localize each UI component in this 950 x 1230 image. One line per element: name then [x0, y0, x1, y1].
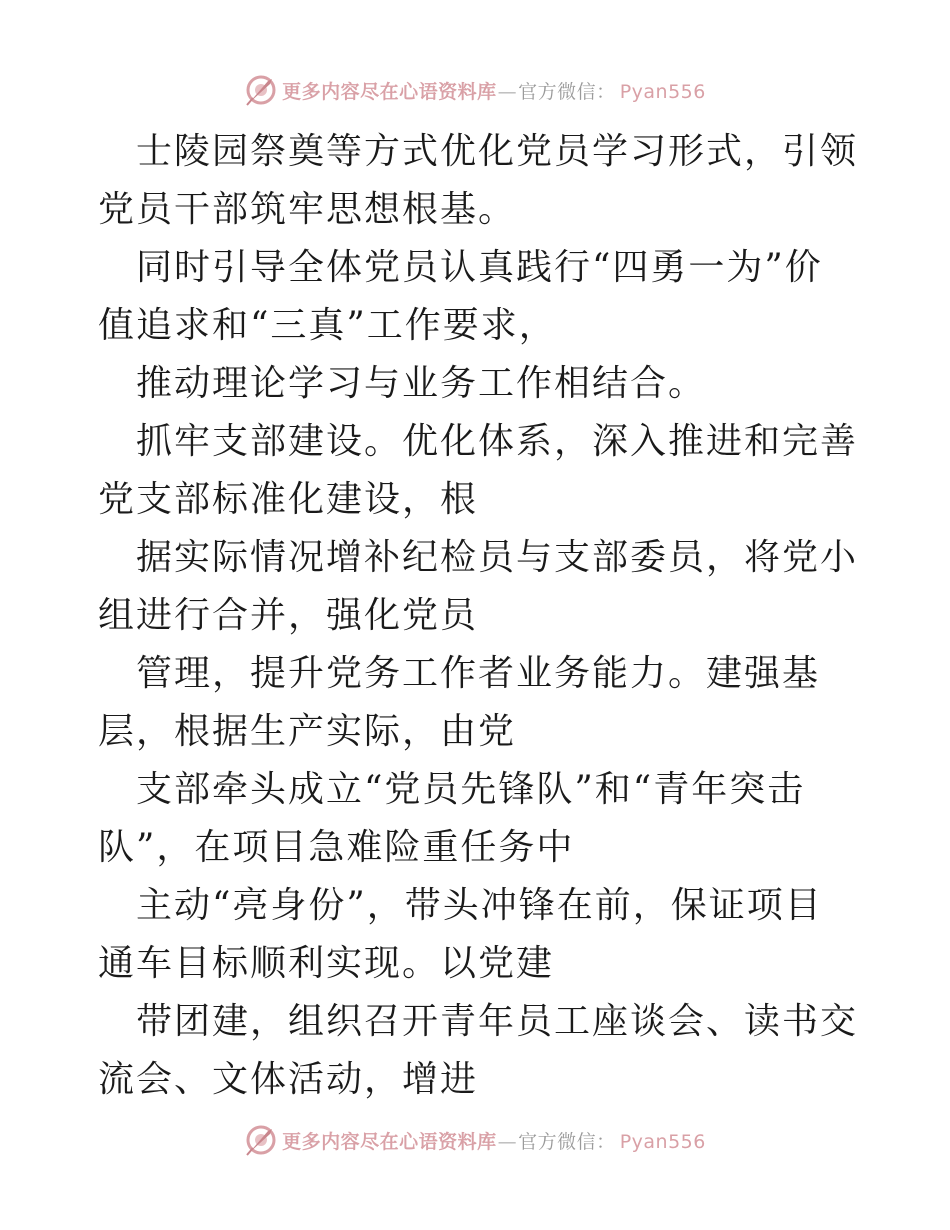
paragraph-7: 支部牵头成立“党员先锋队”和“青年突击队”，在项目急难险重任务中 [98, 769, 806, 868]
header-watermark [0, 70, 950, 110]
paragraph-5: 据实际情况增补纪检员与支部委员，将党小组进行合并，强化党员 [98, 537, 859, 636]
paragraph-2: 同时引导全体党员认真践行“四勇一为”价值追求和“三真”工作要求， [98, 247, 823, 346]
watermark-account: Pyan556 [619, 1130, 706, 1153]
footer-watermark [0, 1120, 950, 1160]
paragraph-8: 主动“亮身份”，带头冲锋在前，保证项目通车目标顺利实现。以党建 [98, 885, 823, 984]
paragraph-4: 抓牢支部建设。优化体系，深入推进和完善党支部标准化建设，根 [98, 421, 859, 520]
watermark-official-label: 官方微信： [518, 1130, 616, 1153]
document-body [98, 123, 858, 1109]
watermark-separator: — [497, 1130, 518, 1153]
paragraph-9: 带团建，组织召开青年员工座谈会、读书交流会、文体活动，增进 [98, 1001, 859, 1100]
quill-pen-circle-icon [244, 73, 278, 107]
watermark-brand: 更多内容尽在心语资料库 [282, 1130, 497, 1153]
watermark-separator: — [497, 80, 518, 103]
paragraph-1: 士陵园祭奠等方式优化党员学习形式，引领党员干部筑牢思想根基。 [98, 131, 859, 230]
paragraph-6: 管理，提升党务工作者业务能力。建强基层，根据生产实际，由党 [98, 653, 821, 752]
watermark-account: Pyan556 [619, 80, 706, 103]
watermark-official-label: 官方微信： [518, 80, 616, 103]
paragraph-3: 推动理论学习与业务工作相结合。 [136, 363, 707, 404]
quill-pen-circle-icon [244, 1123, 278, 1157]
watermark-brand: 更多内容尽在心语资料库 [282, 80, 497, 103]
